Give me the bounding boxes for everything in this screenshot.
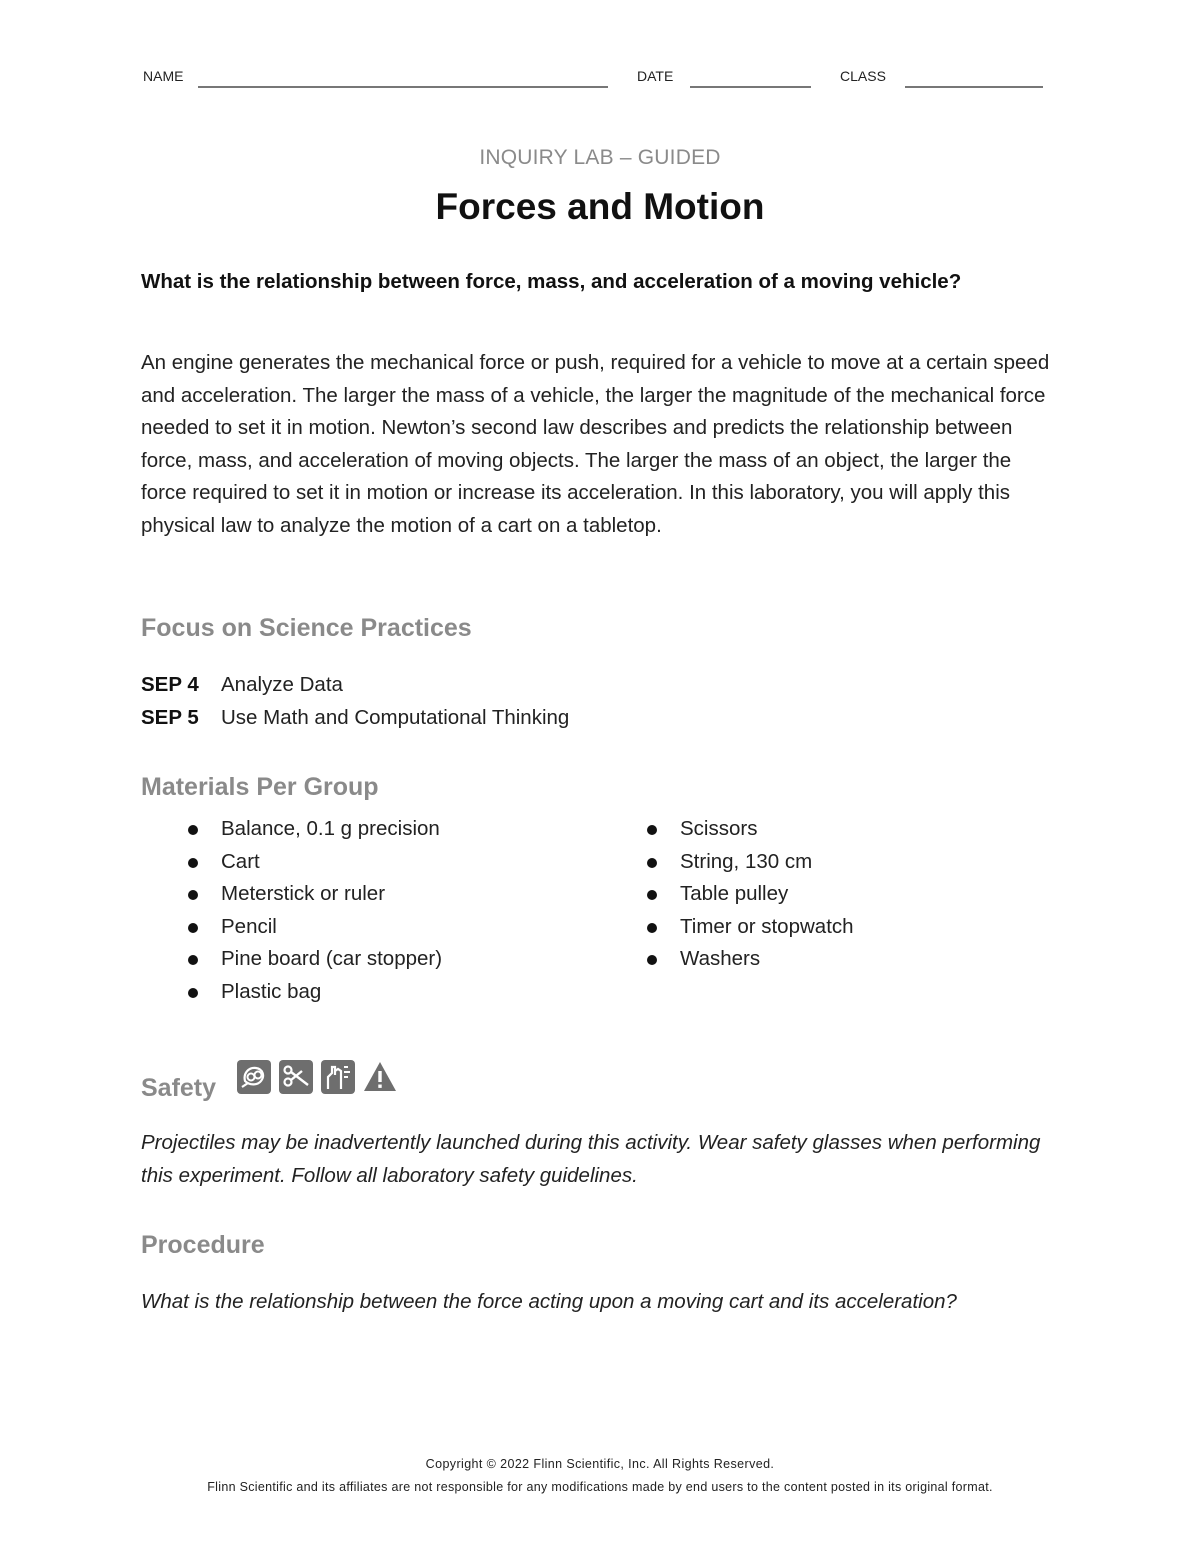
bullet-icon (647, 955, 657, 965)
disclaimer-notice: Flinn Scientific and its affiliates are not responsible for any modifications made by end users to the content posted in its original format. (207, 1480, 993, 1494)
date-label: DATE (637, 68, 674, 84)
practice-text: Analyze Data (221, 673, 343, 696)
material-item: Scissors (600, 813, 854, 846)
name-label: NAME (143, 68, 184, 84)
materials-heading: Materials Per Group (141, 773, 379, 801)
material-item: Table pulley (600, 878, 854, 911)
material-item: Plastic bag (141, 976, 442, 1009)
material-item: Timer or stopwatch (600, 911, 854, 944)
bullet-icon (188, 923, 198, 933)
procedure-question: What is the relationship between the force acting upon a moving cart and its acceleration? (141, 1290, 957, 1313)
material-item: Meterstick or ruler (141, 878, 442, 911)
materials-list-left (141, 813, 442, 1008)
bullet-icon (188, 955, 198, 965)
materials-list-right (600, 813, 854, 976)
intro-paragraph: An engine generates the mechanical force or push, required for a vehicle to move at a certain speed and acceleration. The larger the mass of a vehicle, the larger the magnitude of the mechanical force needed to set it in motion. Newton’s second law describes and predicts the relationship between force, mass, and acceleration of moving objects. The larger the mass of an object, the larger the force required to set it in motion or increase its acceleration. In this laboratory, you will apply this physical law to analyze the motion of a cart on a tabletop. (141, 351, 1050, 537)
class-label: CLASS (840, 68, 886, 84)
safety-goggles-icon (236, 1059, 272, 1095)
lab-type-kicker: INQUIRY LAB – GUIDED (479, 146, 721, 169)
bullet-icon (647, 890, 657, 900)
name-field[interactable] (198, 86, 608, 88)
page-title: Forces and Motion (435, 186, 765, 227)
practices-heading: Focus on Science Practices (141, 614, 472, 642)
practice-item (141, 701, 569, 734)
bullet-icon (188, 858, 198, 868)
bullet-icon (647, 923, 657, 933)
safety-icons (236, 1059, 398, 1095)
practice-text: Use Math and Computational Thinking (221, 706, 570, 729)
hand-washing-icon (320, 1059, 356, 1095)
bullet-icon (647, 825, 657, 835)
material-item: Pine board (car stopper) (141, 943, 442, 976)
guiding-question: What is the relationship between force, mass, and acceleration of a moving vehicle? (141, 270, 962, 293)
material-item: String, 130 cm (600, 846, 854, 879)
bullet-icon (188, 890, 198, 900)
date-field[interactable] (690, 86, 811, 88)
safety-text: Projectiles may be inadvertently launched during this activity. Wear safety glasses when performing this experiment. Follow all laboratory safety guidelines. (141, 1131, 1041, 1187)
bullet-icon (188, 825, 198, 835)
procedure-heading: Procedure (141, 1231, 265, 1259)
class-field[interactable] (905, 86, 1043, 88)
material-item: Washers (600, 943, 854, 976)
material-item: Pencil (141, 911, 442, 944)
sharp-object-icon (278, 1059, 314, 1095)
warning-icon (362, 1059, 398, 1095)
material-item: Cart (141, 846, 442, 879)
bullet-icon (647, 858, 657, 868)
practice-code: SEP 4 (141, 673, 199, 696)
bullet-icon (188, 988, 198, 998)
practice-code: SEP 5 (141, 706, 199, 729)
copyright-notice: Copyright © 2022 Flinn Scientific, Inc. All Rights Reserved. (425, 1457, 775, 1471)
practice-item (141, 668, 343, 701)
safety-heading: Safety (141, 1074, 217, 1102)
material-item: Balance, 0.1 g precision (141, 813, 442, 846)
